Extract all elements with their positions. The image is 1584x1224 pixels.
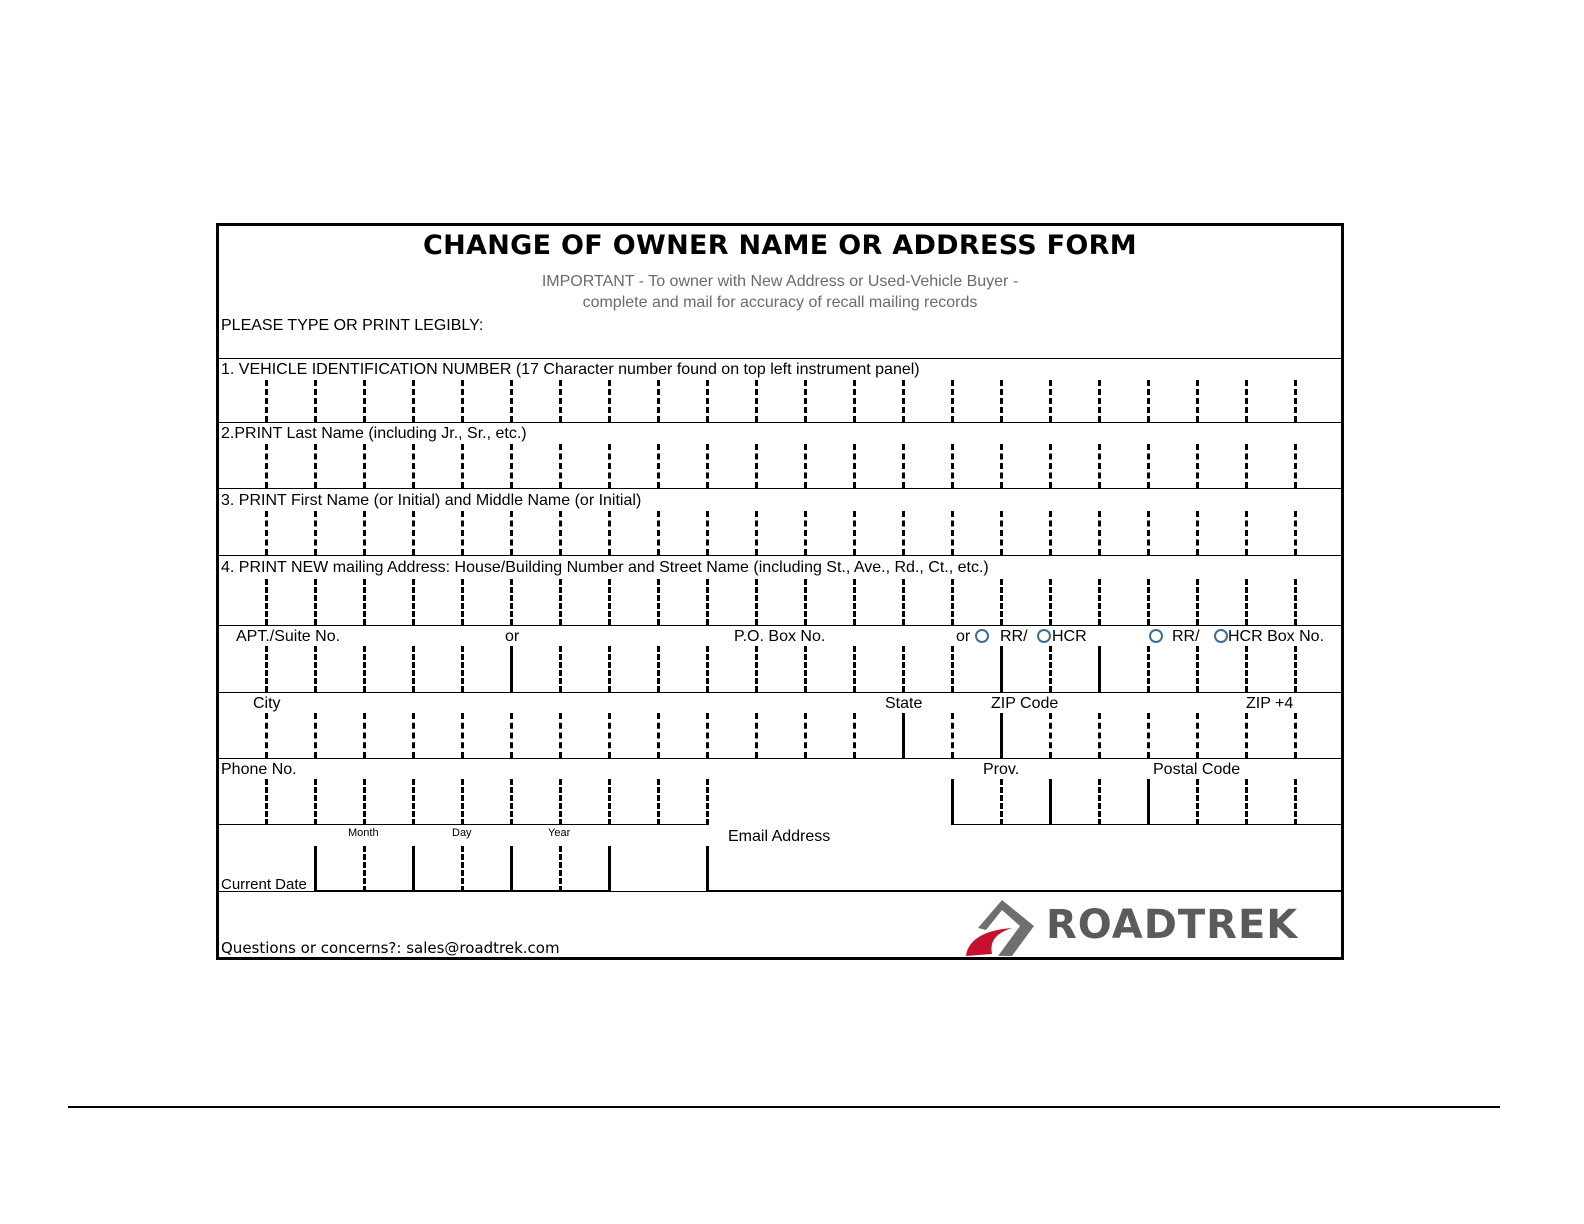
or-label-2: or [956,628,971,645]
box-tick-dashed [951,646,954,692]
box-tick-dashed [657,444,660,488]
last-name-label: 2.PRINT Last Name (including Jr., Sr., etc.) [221,425,527,442]
box-tick-dashed [1196,713,1199,758]
box-tick-dashed [510,579,513,625]
date-box-divider [608,846,611,892]
box-tick-dashed [1196,380,1199,422]
box-tick-dashed [755,579,758,625]
box-tick-dashed [1294,779,1297,825]
row-divider [219,758,1341,759]
box-tick-solid [1000,713,1003,758]
box-tick-dashed [1196,646,1199,692]
box-tick-dashed [608,646,611,692]
box-tick-dashed [706,444,709,488]
box-tick-dashed [1196,579,1199,625]
form-title: CHANGE OF OWNER NAME OR ADDRESS FORM [423,230,1137,261]
page-footer-rule [68,1106,1500,1108]
box-tick-dashed [1245,646,1248,692]
box-tick-dashed [706,380,709,422]
current-date-input[interactable] [316,846,608,890]
zip4-label: ZIP +4 [1246,695,1294,712]
row-divider [219,358,1341,359]
box-tick-solid [951,779,954,825]
box-tick-dashed [853,511,856,555]
box-tick-dashed [608,779,611,825]
email-underline [706,890,1341,891]
box-tick-dashed [1049,713,1052,758]
box-tick-dashed [461,779,464,825]
year-label: Year [548,827,571,839]
box-tick-solid [1049,779,1052,825]
box-tick-dashed [314,646,317,692]
box-tick-dashed [559,511,562,555]
first-name-label: 3. PRINT First Name (or Initial) and Middle Name (or Initial) [221,492,642,509]
box-tick-dashed [951,713,954,758]
row-divider [219,555,1341,556]
box-tick-dashed [1245,779,1248,825]
box-tick-dashed [1049,646,1052,692]
box-tick-solid [510,646,513,692]
box-tick-dashed [265,444,268,488]
box-tick-dashed [1294,444,1297,488]
po-box-input[interactable] [513,648,949,690]
box-tick-dashed [510,444,513,488]
box-tick-dashed [1294,713,1297,758]
box-tick-dashed [363,646,366,692]
po-box-label: P.O. Box No. [734,628,826,645]
box-tick-dashed [461,444,464,488]
last-name-input[interactable] [219,446,1341,486]
box-tick-dashed [1049,444,1052,488]
date-underline [314,890,610,891]
box-tick-dashed [412,511,415,555]
box-tick-dashed [853,444,856,488]
box-tick-dashed [265,380,268,422]
phone-underline [219,824,709,825]
box-tick-dashed [853,713,856,758]
rr-label-2: RR/ [1172,628,1200,645]
box-tick-dashed [1147,646,1150,692]
or-label: or [505,628,520,645]
box-tick-dashed [265,646,268,692]
box-tick-dashed [1000,444,1003,488]
box-tick-dashed [951,579,954,625]
box-tick-dashed [1049,579,1052,625]
box-tick-dashed [461,511,464,555]
hcr-radio-2[interactable] [1214,629,1228,643]
row-divider [219,625,1341,626]
box-tick-dashed [412,646,415,692]
box-tick-dashed [902,579,905,625]
apt-label: APT./Suite No. [236,628,341,645]
box-tick-dashed [1245,579,1248,625]
box-tick-dashed [1098,380,1101,422]
row-divider [219,692,1341,693]
zip-label: ZIP Code [991,695,1059,712]
box-tick-dashed [755,713,758,758]
box-tick-dashed [657,380,660,422]
box-tick-dashed [902,511,905,555]
box-tick-dashed [1049,511,1052,555]
box-tick-dashed [1294,380,1297,422]
box-tick-dashed [363,779,366,825]
box-tick-dashed [902,646,905,692]
box-tick-solid [1147,779,1150,825]
box-tick-dashed [1294,511,1297,555]
box-tick-dashed [706,646,709,692]
box-tick-dashed [412,779,415,825]
box-tick-dashed [804,444,807,488]
box-tick-dashed [1147,579,1150,625]
box-tick-solid [1098,646,1101,692]
box-tick-dashed [363,380,366,422]
box-tick-dashed [804,511,807,555]
rr-hcr-box-input[interactable] [1101,648,1341,690]
box-tick-dashed [608,579,611,625]
roadtrek-logo [964,896,1340,960]
contact-text: Questions or concerns?: sales@roadtrek.com [221,939,560,957]
box-tick-dashed [1294,579,1297,625]
box-tick-dashed [1147,444,1150,488]
box-tick-dashed [1245,380,1248,422]
box-tick-dashed [1098,713,1101,758]
box-tick-solid [1000,646,1003,692]
box-tick-dashed [1245,713,1248,758]
box-tick-dashed [363,579,366,625]
box-tick-dashed [1196,444,1199,488]
rr-label: RR/ [1000,628,1028,645]
box-tick-dashed [755,380,758,422]
important-note-line1: IMPORTANT - To owner with New Address or Used-Vehicle Buyer - [541,273,1019,290]
box-tick-dashed [804,380,807,422]
prov-postal-underline [951,824,1341,825]
rr-radio-2[interactable] [1149,629,1163,643]
instruction-text: PLEASE TYPE OR PRINT LEGIBLY: [221,317,484,334]
box-tick-dashed [510,779,513,825]
box-tick-dashed [608,511,611,555]
box-tick-dashed [1000,579,1003,625]
row-divider [219,422,1341,423]
box-tick-dashed [755,511,758,555]
box-tick-dashed [706,713,709,758]
box-tick-dashed [314,713,317,758]
box-tick-dashed [461,380,464,422]
box-tick-dashed [1000,779,1003,825]
box-tick-dashed [412,713,415,758]
row-divider [219,891,1341,892]
box-tick-dashed [559,380,562,422]
row-divider [219,488,1341,489]
box-tick-dashed [412,579,415,625]
box-tick-dashed [657,579,660,625]
box-tick-dashed [1196,511,1199,555]
box-tick-dashed [853,646,856,692]
box-tick-dashed [510,713,513,758]
box-tick-dashed [559,713,562,758]
box-tick-dashed [265,713,268,758]
box-tick-dashed [1098,579,1101,625]
box-tick-dashed [1294,646,1297,692]
box-tick-dashed [1000,511,1003,555]
box-tick-dashed [804,579,807,625]
box-tick-dashed [1147,380,1150,422]
box-tick-dashed [706,511,709,555]
first-name-input[interactable] [219,513,1341,553]
box-tick-dashed [706,579,709,625]
box-tick-dashed [265,511,268,555]
hcr-radio[interactable] [1037,629,1051,643]
prov-label: Prov. [983,761,1020,778]
city-label: City [253,695,281,712]
box-tick-dashed [363,444,366,488]
box-tick-dashed [461,713,464,758]
box-tick-dashed [363,511,366,555]
box-tick-dashed [559,579,562,625]
box-tick-dashed [461,646,464,692]
box-tick-dashed [951,444,954,488]
box-tick-dashed [1098,444,1101,488]
box-tick-dashed [510,511,513,555]
state-label: State [885,695,923,712]
box-tick-dashed [657,713,660,758]
box-tick-dashed [804,713,807,758]
box-tick-dashed [657,779,660,825]
box-tick-dashed [412,380,415,422]
phone-input[interactable] [219,781,709,823]
box-tick-dashed [1245,511,1248,555]
box-tick-dashed [1000,380,1003,422]
logo-text: ROADTREK [1046,902,1299,948]
box-tick-dashed [559,646,562,692]
important-note-line2: complete and mail for accuracy of recall mailing records [582,294,978,311]
box-tick-dashed [853,380,856,422]
box-tick-dashed [608,444,611,488]
box-tick-dashed [559,444,562,488]
box-tick-dashed [608,713,611,758]
current-date-label: Current Date [221,876,307,893]
box-tick-dashed [608,380,611,422]
box-tick-dashed [265,779,268,825]
box-tick-dashed [1196,779,1199,825]
vin-input[interactable] [219,382,1341,420]
box-tick-dashed [265,579,268,625]
vin-label: 1. VEHICLE IDENTIFICATION NUMBER (17 Character number found on top left instrument panel) [221,361,920,378]
box-tick-dashed [951,511,954,555]
email-label: Email Address [728,828,831,845]
box-tick-dashed [412,444,415,488]
phone-label: Phone No. [221,761,297,778]
box-tick-dashed [706,779,709,825]
month-label: Month [348,827,379,839]
box-tick-dashed [1147,713,1150,758]
box-tick-dashed [363,713,366,758]
box-tick-dashed [804,646,807,692]
box-tick-dashed [314,579,317,625]
box-tick-dashed [461,579,464,625]
hcr-box-label: HCR Box No. [1228,628,1325,645]
change-of-address-form [216,223,1344,960]
box-tick-dashed [314,380,317,422]
box-tick-dashed [657,646,660,692]
box-tick-solid [902,713,905,758]
hcr-label: HCR [1052,628,1087,645]
box-tick-dashed [314,511,317,555]
box-tick-dashed [755,646,758,692]
address-input[interactable] [219,581,1341,623]
box-tick-dashed [314,444,317,488]
box-tick-dashed [559,779,562,825]
box-tick-dashed [1098,779,1101,825]
box-tick-dashed [902,380,905,422]
box-tick-dashed [1147,511,1150,555]
postal-code-label: Postal Code [1153,761,1241,778]
box-tick-dashed [510,380,513,422]
box-tick-dashed [951,380,954,422]
box-tick-dashed [1098,511,1101,555]
email-input[interactable] [708,852,1339,888]
box-tick-dashed [902,444,905,488]
box-tick-dashed [1245,444,1248,488]
box-tick-dashed [853,579,856,625]
box-tick-dashed [1049,380,1052,422]
box-tick-dashed [657,511,660,555]
box-tick-dashed [755,444,758,488]
address-label: 4. PRINT NEW mailing Address: House/Building Number and Street Name (including St., Ave., Rd., Ct., etc.) [221,559,989,576]
day-label: Day [452,827,472,839]
rr-hcr-input[interactable] [953,648,1099,690]
box-tick-dashed [314,779,317,825]
rr-radio[interactable] [975,629,989,643]
